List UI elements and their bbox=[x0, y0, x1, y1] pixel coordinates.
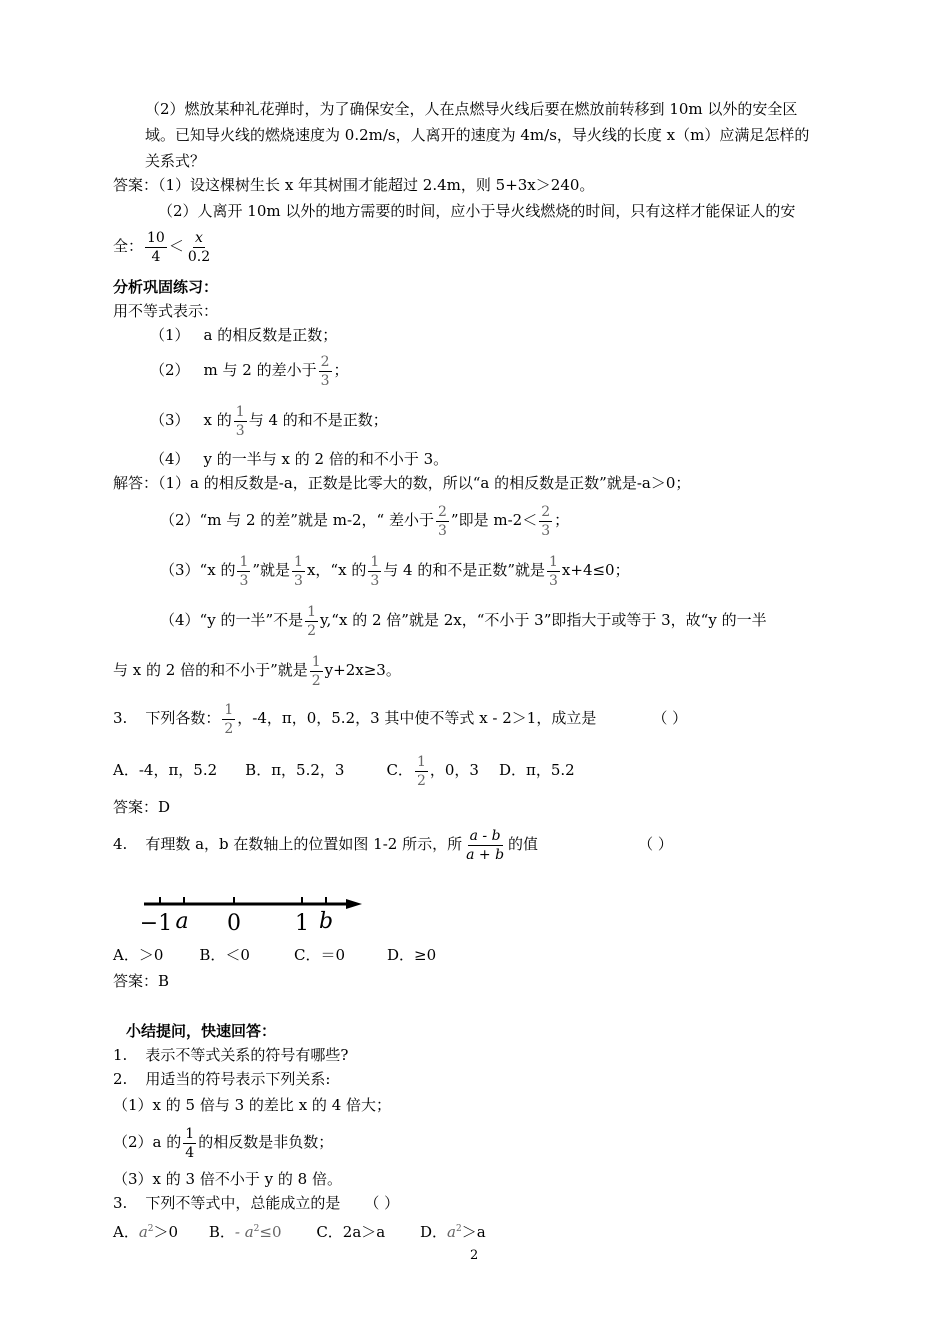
label-0: 0 bbox=[227, 911, 241, 936]
practice-item-4: （4） y 的一半与 x 的 2 倍的和不小于 3。 bbox=[150, 450, 449, 468]
page-number: 2 bbox=[470, 1248, 479, 1263]
q3-option-c-fraction: $\frac{1}{2}$ bbox=[416, 753, 426, 789]
practice-item-1: （1） a 的相反数是正数； bbox=[150, 326, 338, 344]
summary-option-b-exp: 2 bbox=[253, 1224, 260, 1234]
answer1-line1: 答案：（1）设这棵树生长 x 年其树围才能超过 2.4m，则 5+3x＞240。 bbox=[113, 176, 595, 194]
q3-option-c-rest: ，0，3 bbox=[429, 761, 479, 779]
number-line-arrow bbox=[346, 899, 362, 909]
question-4: 4. 有理数 a，b 在数轴上的位置如图 1-2 所示，所 $\frac{a - b}{a + b}$ 的值 （ ） bbox=[113, 827, 673, 863]
summary-title: 小结提问，快速回答： bbox=[126, 1022, 277, 1040]
label-a: a bbox=[175, 909, 189, 934]
summary-option-d-label: D． bbox=[420, 1223, 448, 1241]
q3-option-a: A．-4，π，5.2 bbox=[113, 761, 218, 779]
summary-q2: 2. 用适当的符号表示下列关系: bbox=[113, 1070, 331, 1088]
q4-answer: 答案：B bbox=[113, 972, 170, 990]
solution-1: 解答：（1）a 的相反数是-a，正数是比零大的数，所以“a 的相反数是正数”就是-a＞0； bbox=[113, 474, 691, 492]
less-than: ＜ bbox=[168, 237, 184, 255]
q3-option-c-label: C． bbox=[386, 761, 413, 779]
q2-line3: 关系式？ bbox=[145, 152, 206, 170]
answer1-prefix: 全： bbox=[113, 237, 144, 255]
summary-option-c: C．2a＞a bbox=[316, 1223, 386, 1241]
q4-option-a: A．＞0 bbox=[113, 946, 164, 964]
practice-item-2: （2） m 与 2 的差小于 $\frac{2}{3}$ ； bbox=[150, 353, 349, 389]
summary-q3-options bbox=[113, 1218, 486, 1243]
q2-line2: 域。已知导火线的燃烧速度为 0.2m/s，人离开的速度为 4m/s，导火线的长度 x（m）应满足怎样的 bbox=[145, 126, 810, 144]
summary-option-d-rel: ＞a bbox=[461, 1223, 486, 1241]
q4-option-b: B．＜0 bbox=[199, 946, 250, 964]
summary-option-a-base: a bbox=[138, 1223, 148, 1241]
summary-option-d-exp: 2 bbox=[456, 1224, 462, 1234]
summary-option-d-base: a bbox=[447, 1223, 456, 1241]
q3-option-d: D．π，5.2 bbox=[498, 761, 575, 779]
label-b: b bbox=[318, 909, 334, 934]
solution-2: （2）“m 与 2 的差”就是 m-2，“ 差小于 $\frac{2}{3}$ ”即是 m-2＜ $\frac{2}{3}$ ； bbox=[160, 503, 570, 539]
q3-answer: 答案：D bbox=[113, 798, 171, 816]
question-4-options bbox=[113, 944, 436, 966]
summary-option-a-exp: 2 bbox=[147, 1224, 154, 1234]
solution-5: 与 x 的 2 倍的和不小于”就是 $\frac{1}{2}$ y+2x≥3。 bbox=[113, 653, 401, 689]
solution-4: （4）“y 的一半”不是 $\frac{1}{2}$ y,“x 的 2 倍”就是 2x，“不小于 3”即指大于或等于 3，故“y 的一半 bbox=[160, 603, 767, 639]
q4-option-d: D．≥0 bbox=[387, 946, 437, 964]
solution-3: （3）“x 的 $\frac{1}{3}$ ”就是 $\frac{1}{3}$ x，“x 的 $\frac{1}{3}$ 与 4 的和不是正数”就是 $\frac{1}{3}$ x+4≤0； bbox=[160, 553, 630, 589]
summary-option-a-label: A． bbox=[113, 1223, 139, 1241]
practice-title: 分析巩固练习： bbox=[113, 278, 219, 296]
summary-q3: 3. 下列不等式中，总能成立的是 （ ） bbox=[113, 1194, 400, 1212]
label-1: 1 bbox=[295, 911, 309, 936]
question-3: 3. 下列各数： $\frac{1}{2}$ ，-4，π，0，5.2，3 其中使不等式 x - 2＞1，成立是 （ ） bbox=[113, 701, 688, 737]
label-minus-1: −1 bbox=[140, 911, 173, 936]
number-line-figure bbox=[140, 888, 370, 936]
summary-q2-sub3: （3）x 的 3 倍不小于 y 的 8 倍。 bbox=[113, 1170, 342, 1188]
summary-q2-sub1: （1）x 的 5 倍与 3 的差比 x 的 4 倍大； bbox=[113, 1096, 392, 1114]
summary-option-a-rel: ＞0 bbox=[153, 1223, 179, 1241]
answer1-line2: （2）人离开 10m 以外的地方需要的时间，应小于导火线燃烧的时间，只有这样才能保证人的安 bbox=[158, 202, 796, 220]
summary-option-b-rel: ≤0 bbox=[259, 1223, 282, 1241]
q4-option-c: C．＝0 bbox=[293, 946, 345, 964]
fraction-x-over-02: $\frac{x}{0.2}$ bbox=[187, 229, 211, 265]
summary-q1: 1. 表示不等式关系的符号有哪些? bbox=[113, 1046, 349, 1064]
q3-option-b: B．π，5.2，3 bbox=[245, 761, 345, 779]
fraction-10-over-4: $\frac{10}{4}$ bbox=[147, 229, 165, 265]
answer1-inequality bbox=[113, 228, 214, 266]
practice-item-3: （3） x 的 $\frac{1}{3}$ 与 4 的和不是正数； bbox=[150, 403, 388, 439]
summary-option-b-label: B． bbox=[208, 1223, 235, 1241]
summary-q2-sub2: （2）a 的 $\frac{1}{4}$ 的相反数是非负数； bbox=[113, 1125, 334, 1161]
question-3-options bbox=[113, 752, 575, 790]
summary-option-b-base: - a bbox=[234, 1223, 254, 1241]
practice-intro: 用不等式表示： bbox=[113, 302, 219, 320]
q2-line1: （2）燃放某种礼花弹时，为了确保安全，人在点燃导火线后要在燃放前转移到 10m 以外的安全区 bbox=[145, 100, 798, 118]
